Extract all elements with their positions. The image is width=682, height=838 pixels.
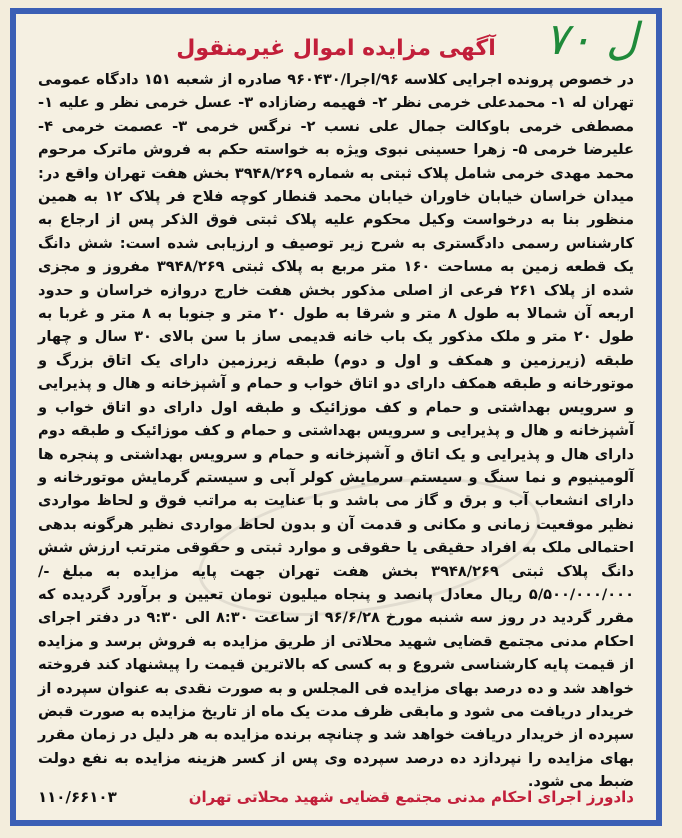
notice-body — [38, 68, 634, 794]
notice-title: آگهی مزایده اموال غیرمنقول — [176, 36, 496, 61]
handwritten-corner-mark: ل ۷۰ — [544, 14, 638, 65]
signature-line — [38, 788, 634, 806]
notice-frame — [10, 8, 662, 826]
notice-body-text: در خصوص پرونده اجرایی کلاسه ۹۶/اجرا/۹۶۰۴۳۰ صادره از شعبه ۱۵۱ دادگاه عمومی تهران له ۱- محمدعلی خرمی نظر ۲- فهیمه رضازاده ۳- عسل خرمی نظر و علیه ۱- مصطفی خرمی باوکالت جمال علی نسب ۲- نرگس خرمی ۳- عصمت خرمی ۴- علیرضا خرمی ۵- زهرا حسینی نبوی ویژه به خواسته حکم به فروش ماترک مرحوم محمد مهدی خرمی شامل پلاک ثبتی به شماره ۳۹۴۸/۲۶۹ بخش هفت تهران واقع در: میدان خراسان خیابان خاوران خیابان محمد قنطار کوچه فلاح فر پلاک ۱۲ به همین منظور بنا به درخواست وکیل محکوم علیه پلاک ثبتی فوق الذکر پس از ارجاع به کارشناس رسمی دادگستری به شرح زیر توصیف و ارزیابی شده است: شش دانگ یک قطعه زمین به مساحت ۱۶۰ متر مربع به پلاک ثبتی ۳۹۴۸/۲۶۹ مفروز و مجزی شده از پلاک ۲۶۱ فرعی از اصلی مذکور بخش هفت خارج دروازه خراسان و حدود اربعه آن شمالا به طول ۸ متر و شرقا به طول ۲۰ متر و جنوبا به ۸ متر و غربا به طول ۲۰ متر و ملک مذکور یک باب خانه قدیمی ساز با سن بالای ۳۰ سال و چهار طبقه (زیرزمین و همکف و اول و دوم) طبقه زیرزمین دارای یک اتاق بزرگ و موتورخانه و طبقه همکف دارای دو اتاق خواب و حمام و آشپزخانه و هال و پذیرایی و سرویس بهداشتی و حمام و کف موزائیک و طبقه اول دارای دو اتاق خواب و آشپزخانه و هال و پذیرایی و سرویس بهداشتی و حمام و کف موزائیک و طبقه دوم دارای هال و پذیرایی و یک اتاق و آشپزخانه و حمام و سرویس بهداشتی و پنجره ها آلومینیوم و نما سنگ و سیستم سرمایش کولر آبی و سیستم گرمایش موتورخانه و دارای انشعاب آب و برق و گاز می باشد و با عنایت به مراتب فوق و لحاظ مواردی نظیر موقعیت زمانی و مکانی و قدمت آن و بدون لحاظ مواردی نظیر هرگونه بدهی احتمالی ملک به افراد حقیقی یا حقوقی و موارد ثبتی و حقوقی مترتب ارزش شش دانگ پلاک ثبتی ۳۹۴۸/۲۶۹ بخش هفت تهران جهت پایه مزایده به مبلغ -/۵/۵۰۰/۰۰۰/۰۰۰ ریال معادل پانصد و پنجاه میلیون تومان تعیین و برآورد گردیده که مقرر گردید در روز سه شنبه مورخ ۹۶/۶/۲۸ از ساعت ۸:۳۰ الی ۹:۳۰ در دفتر اجرای احکام مدنی مجتمع قضایی شهید محلاتی از طریق مزایده به فروش برسد و مزایده از قیمت پایه کارشناسی شروع و به کسی که بالاترین قیمت را پیشنهاد کند فروخته خواهد شد و ده درصد بهای مزایده فی المجلس و به صورت نقدی به عنوان سپرده از خریدار دریافت می شود و مابقی ظرف مدت یک ماه از تاریخ مزایده به صورت قبض سپرده از خریدار دریافت خواهد شد و چنانچه برنده مزایده به هر دلیل در زمان مقرر بهای مزایده را نپردازد ده درصد سپرده وی پس از کسر هزینه مزایده به نفع دولت ضبط می شود. — [38, 71, 635, 791]
issuing-office: دادورز اجرای احکام مدنی مجتمع قضایی شهید محلاتی تهران — [188, 788, 634, 806]
notice-code: ۱۱۰/۶۶۱۰۳ — [38, 788, 117, 806]
